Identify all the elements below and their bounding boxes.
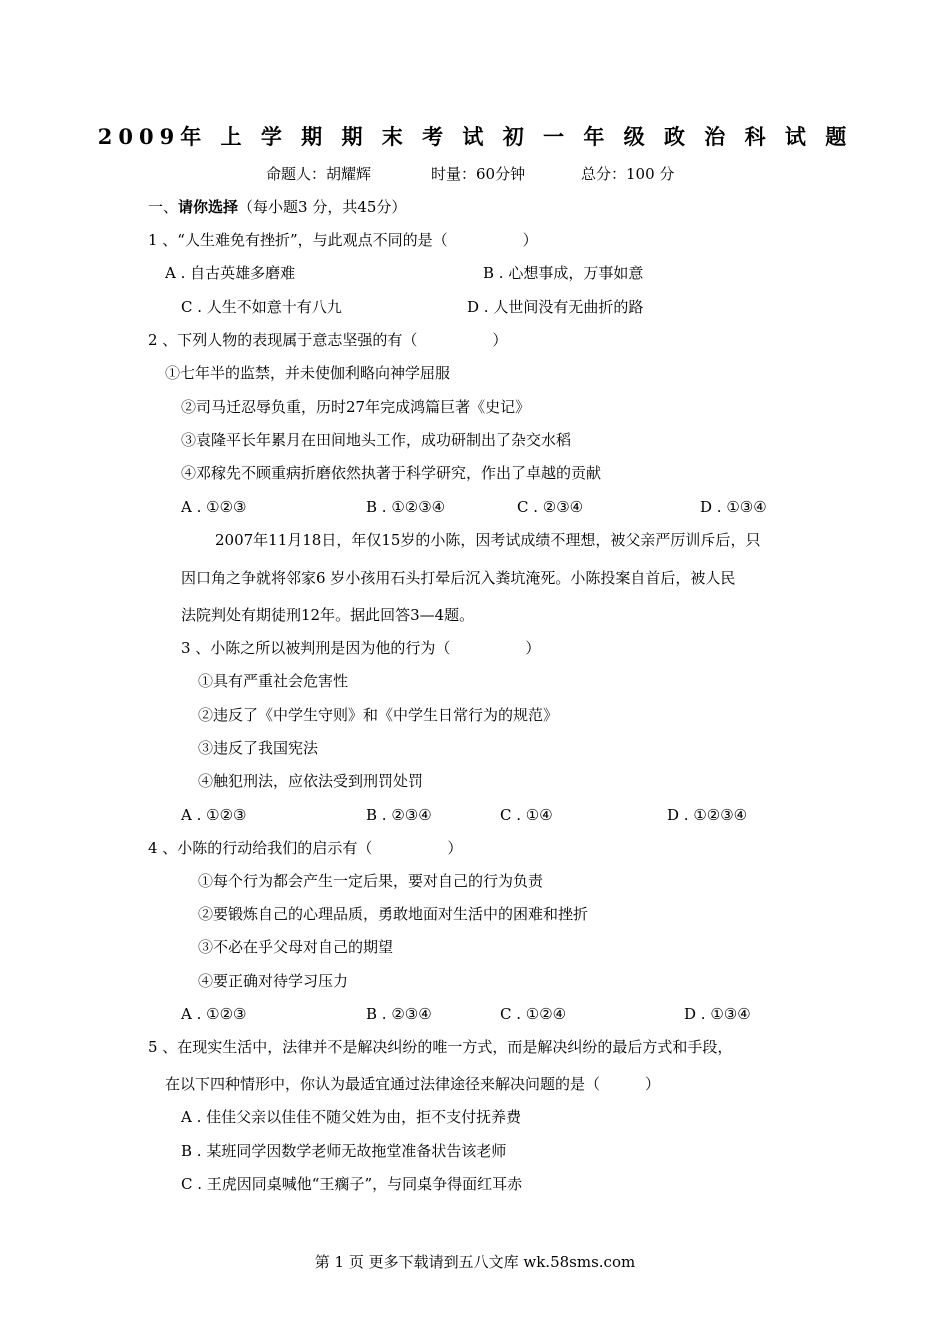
q1-option-d: D . 人世间没有无曲折的路 bbox=[467, 298, 644, 316]
q1-option-b: B . 心想事成，万事如意 bbox=[483, 264, 644, 282]
q1-option-c: C . 人生不如意十有八九 bbox=[181, 298, 342, 316]
q2-item-3: ③袁隆平长年累月在田间地头工作，成功研制出了杂交水稻 bbox=[181, 431, 572, 449]
passage-line-2: 因口角之争就将邻家6 岁小孩用石头打晕后沉入粪坑淹死。小陈投案自首后，被人民 bbox=[181, 569, 736, 587]
q4-stem: 4 、小陈的行动给我们的启示有（ ） bbox=[148, 839, 463, 857]
q3-stem: 3 、小陈之所以被判刑是因为他的行为（ ） bbox=[181, 639, 541, 657]
q4-option-d: D . ①③④ bbox=[684, 1005, 751, 1023]
q4-option-b: B . ②③④ bbox=[366, 1005, 432, 1023]
passage-line-1: 2007年11月18日，年仅15岁的小陈，因考试成绩不理想，被父亲严厉训斥后，只 bbox=[215, 531, 761, 549]
exam-meta bbox=[266, 164, 674, 184]
q2-option-a: A . ①②③ bbox=[181, 498, 247, 516]
q3-option-d: D . ①②③④ bbox=[667, 806, 748, 824]
q5-option-b: B . 某班同学因数学老师无故拖堂准备状告该老师 bbox=[181, 1142, 507, 1160]
q3-item-3: ③违反了我国宪法 bbox=[198, 739, 319, 757]
q2-option-d: D . ①③④ bbox=[700, 498, 767, 516]
q2-item-1: ①七年半的监禁，并未使伽利略向神学屈服 bbox=[165, 364, 451, 382]
q3-option-b: B . ②③④ bbox=[366, 806, 432, 824]
q3-item-2: ②违反了《中学生守则》和《中学生日常行为的规范》 bbox=[198, 706, 559, 724]
q4-item-1: ①每个行为都会产生一定后果，要对自己的行为负责 bbox=[198, 872, 544, 890]
q2-stem: 2 、下列人物的表现属于意志坚强的有（ ） bbox=[148, 331, 508, 349]
q4-option-a: A . ①②③ bbox=[181, 1005, 247, 1023]
section-note: （每小题3 分，共45分） bbox=[238, 198, 407, 216]
q3-item-1: ①具有严重社会危害性 bbox=[198, 672, 349, 690]
total-score: 总分：100 分 bbox=[581, 165, 675, 183]
q4-option-c: C . ①②④ bbox=[500, 1005, 567, 1023]
q4-item-2: ②要锻炼自己的心理品质，勇敢地面对生活中的困难和挫折 bbox=[198, 905, 589, 923]
q2-option-b: B . ①②③④ bbox=[366, 498, 446, 516]
q3-option-c: C . ①④ bbox=[500, 806, 553, 824]
exam-title: 2009年 上 学 期 期 末 考 试 初 一 年 级 政 治 科 试 题 bbox=[97, 124, 853, 149]
q2-option-c: C . ②③④ bbox=[517, 498, 584, 516]
q5-stem-line-1: 5 、在现实生活中，法律并不是解决纠纷的唯一方式，而是解决纠纷的最后方式和手段， bbox=[148, 1038, 733, 1056]
q5-option-a: A . 佳佳父亲以佳佳不随父姓为由，拒不支付抚养费 bbox=[181, 1108, 522, 1126]
q5-option-c: C . 王虎因同桌喊他“王瘸子”，与同桌争得面红耳赤 bbox=[181, 1175, 523, 1193]
passage-line-3: 法院判处有期徒刑12年。据此回答3—4题。 bbox=[181, 606, 475, 624]
q3-item-4: ④触犯刑法，应依法受到刑罚处罚 bbox=[198, 772, 424, 790]
section-number: 一、 bbox=[148, 198, 179, 216]
q1-stem: 1 、“人生难免有挫折”，与此观点不同的是（ ） bbox=[148, 231, 538, 249]
q5-stem-line-2: 在以下四种情形中，你认为最适宜通过法律途径来解决问题的是（ ） bbox=[165, 1075, 661, 1093]
page-footer: 第 1 页 更多下载请到五八文库 wk.58sms.com bbox=[314, 1253, 636, 1271]
section-title: 请你选择 bbox=[178, 198, 239, 216]
q2-item-2: ②司马迁忍辱负重，历时27年完成鸿篇巨著《史记》 bbox=[181, 398, 531, 416]
time-limit: 时量：60分钟 bbox=[431, 165, 526, 183]
q3-option-a: A . ①②③ bbox=[181, 806, 247, 824]
q4-item-3: ③不必在乎父母对自己的期望 bbox=[198, 938, 394, 956]
q2-item-4: ④邓稼先不顾重病折磨依然执著于科学研究，作出了卓越的贡献 bbox=[181, 464, 602, 482]
author: 命题人：胡耀辉 bbox=[266, 165, 372, 183]
q4-item-4: ④要正确对待学习压力 bbox=[198, 972, 349, 990]
section-heading bbox=[148, 197, 406, 217]
q1-option-a: A . 自古英雄多磨难 bbox=[165, 264, 296, 282]
